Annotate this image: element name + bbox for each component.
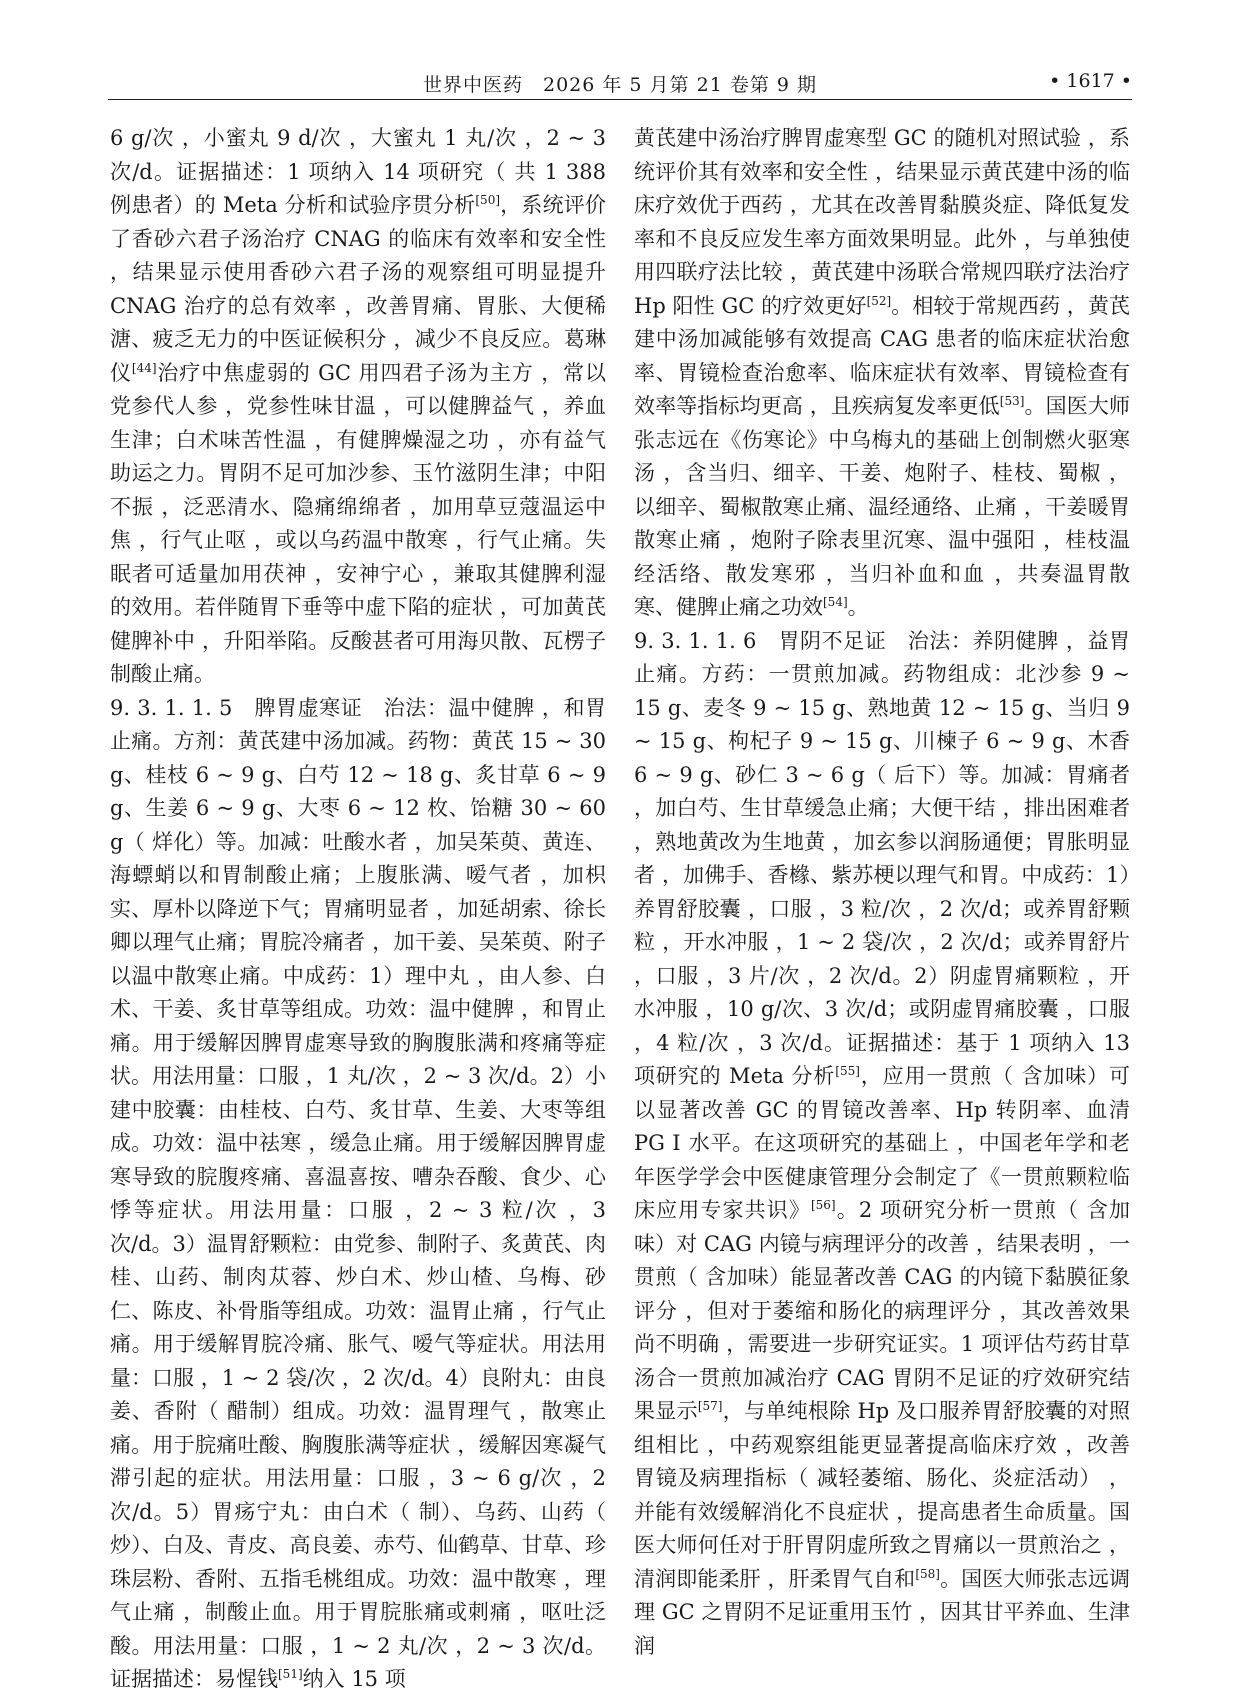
text-run: ，系统评价了香砂六君子汤治疗 CNAG 的临床有效率和安全性 ，结果显示使用香砂六君子汤的观察组可明显提升 CNAG 治疗的总有效率 ，改善胃痛、胃胀、大便稀溏、疲乏无力的中医证候积分 ，减少不良反应。葛琳仪 [110,193,606,385]
left-column [110,122,606,1697]
text-run: 纳入 15 项 [302,1667,406,1691]
text-run: 。 [847,595,869,619]
citation: [56] [810,1198,836,1212]
citation: [57] [697,1399,723,1413]
text-run: 黄芪建中汤治疗脾胃虚寒型 GC 的随机对照试验 ，系统评价其有效率和安全性 ，结果显示黄芪建中汤的临床疗效优于西药 ，尤其在改善胃黏膜炎症、降低复发率和不良反应发生率方面效果明显。此外 ，与单独使用四联疗法比较 ，黄芪建中汤联合常规四联疗法治疗 Hp 阳性 GC 的疗效更好 [634,126,1130,318]
citation: [52] [866,293,892,308]
text-run: 。2 项研究分析一贯煎（ 含加味）对 CAG 内镜与病理评分的改善 ，结果表明 ，一贯煎（ 含加味）能显著改善 CAG 的内镜下黏膜征象评分 ，但对于萎缩和肠化的病理评分 ，其改善效果尚不明确 ，需要进一步研究证实。1 项评估芍药甘草汤合一贯煎加减治疗 CAG 胃阴不足证的疗效研究结果显示 [634,1198,1131,1423]
text-run: ，与单纯根除 Hp 及口服养胃舒胶囊的对照组相比 ，中药观察组能更显著提高临床疗效 ，改善胃镜及病理指标（ 减轻萎缩、肠化、炎症活动） ，并能有效缓解消化不良症状 ，提高患者生命质量。国医大师何任对于肝胃阴虚所致之胃痛以一贯煎治之 ，清润即能柔肝 ，肝柔胃气自和 [634,1399,1131,1591]
right-column [634,122,1130,1663]
text-run: 6 g/次 ，小蜜丸 9 d/次 ，大蜜丸 1 丸/次 ，2 ~ 3 次/d。证据描述：1 项纳入 14 项研究（ 共 1 388 例患者）的 Meta 分析和试验序贯分析 [110,126,606,217]
section-9-3-1-1-6 [634,625,1130,1664]
text-run: 。国医大师张志远在《伤寒论》中乌梅丸的基础上创制燃火驱寒汤 ，含当归、细辛、干姜、炮附子、桂枝、蜀椒 ，以细辛、蜀椒散寒止痛、温经通络、止痛 ，干姜暖胃散寒止痛 ，炮附子除表里沉寒、温中强阳 ，桂枝温经活络、散发寒邪 ，当归补血和血 ，共奏温胃散寒、健脾止痛之功效 [634,394,1130,619]
paragraph-continued [110,122,606,692]
section-9-3-1-1-5 [110,692,606,1697]
text-run: ，应用一贯煎（ 含加味）可以显著改善 GC 的胃镜改善率、Hp 转阴率、血清 PG Ⅰ 水平。在这项研究的基础上 ，中国老年学和老年医学学会中医健康管理分会制定了《一贯煎颗粒临床应用专家共识》 [634,1064,1130,1222]
citation: [58] [915,1566,940,1581]
journal-issue: 世界中医药 2026 年 5 月第 21 卷第 9 期 [423,74,817,96]
running-header [108,66,1132,100]
paragraph-continued [634,122,1130,625]
text-run: 。国医大师张志远调理 GC 之胃阴不足证重用玉竹 ，因其甘平养血、生津润 [634,1566,1130,1658]
header-rule [108,99,1132,100]
citation: [53] [999,394,1025,408]
text-run: 9. 3. 1. 1. 6 胃阴不足证 治法：养阴健脾 ，益胃止痛。方药：一贯煎加减。药物组成：北沙参 9 ~ 15 g、麦冬 9 ~ 15 g、熟地黄 12 ~ 15 g、当归 9 ~ 15 g、枸杞子 9 ~ 15 g、川楝子 6 ~ 9 g、木香 6 ~ 9 g、砂仁 3 ~ 6 g（ 后下）等。加减：胃痛者 ，加白芍、生甘草缓急止痛；大便干结 ，排出困难者 ，熟地黄改为生地黄 ，加玄参以润肠通便；胃胀明显者 ，加佛手、香橼、紫苏梗以理气和胃。中成药：1）养胃舒胶囊 ，口服 ，3 粒/次 ，2 次/d；或养胃舒颗粒 ，开水冲服 ，1 ~ 2 袋/次 ，2 次/d；或养胃舒片 ，口服 ，3 片/次 ，2 次/d。2）阴虚胃痛颗粒 ，开水冲服 ，10 g/次、3 次/d；或阴虚胃痛胶囊 ，口服 ，4 粒/次 ，3 次/d。证据描述：基于 1 项纳入 13 项研究的 Meta 分析 [634,628,1130,1088]
citation: [55] [835,1064,860,1078]
text-run: 。相较于常规西药 ，黄芪建中汤加减能够有效提高 CAG 患者的临床症状治愈率、胃镜检查治愈率、临床症状有效率、胃镜检查有效率等指标均更高 ，且疾病复发率更低 [634,293,1130,418]
page-number: • 1617 • [1049,70,1132,92]
citation: [51] [278,1667,303,1681]
citation: [50] [475,193,501,207]
citation: [44] [131,360,157,375]
citation: [54] [823,595,848,609]
text-run: 治疗中焦虚弱的 GC 用四君子汤为主方 ，常以党参代人参 ，党参性味甘温 ，可以健脾益气 ，养血生津；白术味苦性温 ，有健脾燥湿之功 ，亦有益气助运之力。胃阴不足可加沙参、玉竹滋阴生津；中阳不振 ，泛恶清水、隐痛绵绵者 ，加用草豆蔻温运中焦 ，行气止呕 ，或以乌药温中散寒 ，行气止痛。失眠者可适量加用茯神 ，安神宁心 ，兼取其健脾利湿的效用。若伴随胃下垂等中虚下陷的症状 ，可加黄芪健脾补中 ，升阳举陷。反酸甚者可用海贝散、瓦楞子制酸止痛。 [110,360,606,686]
text-run: 9. 3. 1. 1. 5 脾胃虚寒证 治法：温中健脾 ，和胃止痛。方剂：黄芪建中汤加减。药物：黄芪 15 ~ 30 g、桂枝 6 ~ 9 g、白芍 12 ~ 18 g、炙甘草 6 ~ 9 g、生姜 6 ~ 9 g、大枣 6 ~ 12 枚、饴糖 30 ~ 60 g（ 烊化）等。加减：吐酸水者 ，加吴茱萸、黄连、海螵蛸以和胃制酸止痛；上腹胀满、嗳气者 ，加枳实、厚朴以降逆下气；胃痛明显者 ，加延胡索、徐长卿以理气止痛；胃脘冷痛者 ，加干姜、吴茱萸、附子以温中散寒止痛。中成药：1）理中丸 ，由人参、白术、干姜、炙甘草等组成。功效：温中健脾 ，和胃止痛。用于缓解因脾胃虚寒导致的胸腹胀满和疼痛等症状。用法用量：口服 ，1 丸/次 ，2 ~ 3 次/d。2）小建中胶囊：由桂枝、白芍、炙甘草、生姜、大枣等组成。功效：温中祛寒 ，缓急止痛。用于缓解因脾胃虚寒导致的脘腹疼痛、喜温喜按、嘈杂吞酸、食少、心悸等症状。用法用量：口服 ，2 ~ 3 粒/次 ，3 次/d。3）温胃舒颗粒：由党参、制附子、炙黄芪、肉桂、山药、制肉苁蓉、炒白术、炒山楂、乌梅、砂仁、陈皮、补骨脂等组成。功效：温胃止痛 ，行气止痛。用于缓解胃脘冷痛、胀气、嗳气等症状。用法用量：口服 ，1 ~ 2 袋/次 ，2 次/d。4）良附丸：由良姜、香附（ 醋制）组成。功效：温胃理气 ，散寒止痛。用于脘痛吐酸、胸腹胀满等症状 ，缓解因寒凝气滞引起的症状。用法用量：口服 ，3 ~ 6 g/次 ，2 次/d。5）胃疡宁丸：由白术（ 制）、乌药、山药（ 炒）、白及、青皮、高良姜、赤芍、仙鹤草、甘草、珍珠层粉、香附、五指毛桃组成。功效：温中散寒 ，理气止痛 ，制酸止血。用于胃脘胀痛或刺痛 ，呕吐泛酸。用法用量：口服 ，1 ~ 2 丸/次 ，2 ~ 3 次/d。证据描述：易惺钱 [110,695,606,1691]
